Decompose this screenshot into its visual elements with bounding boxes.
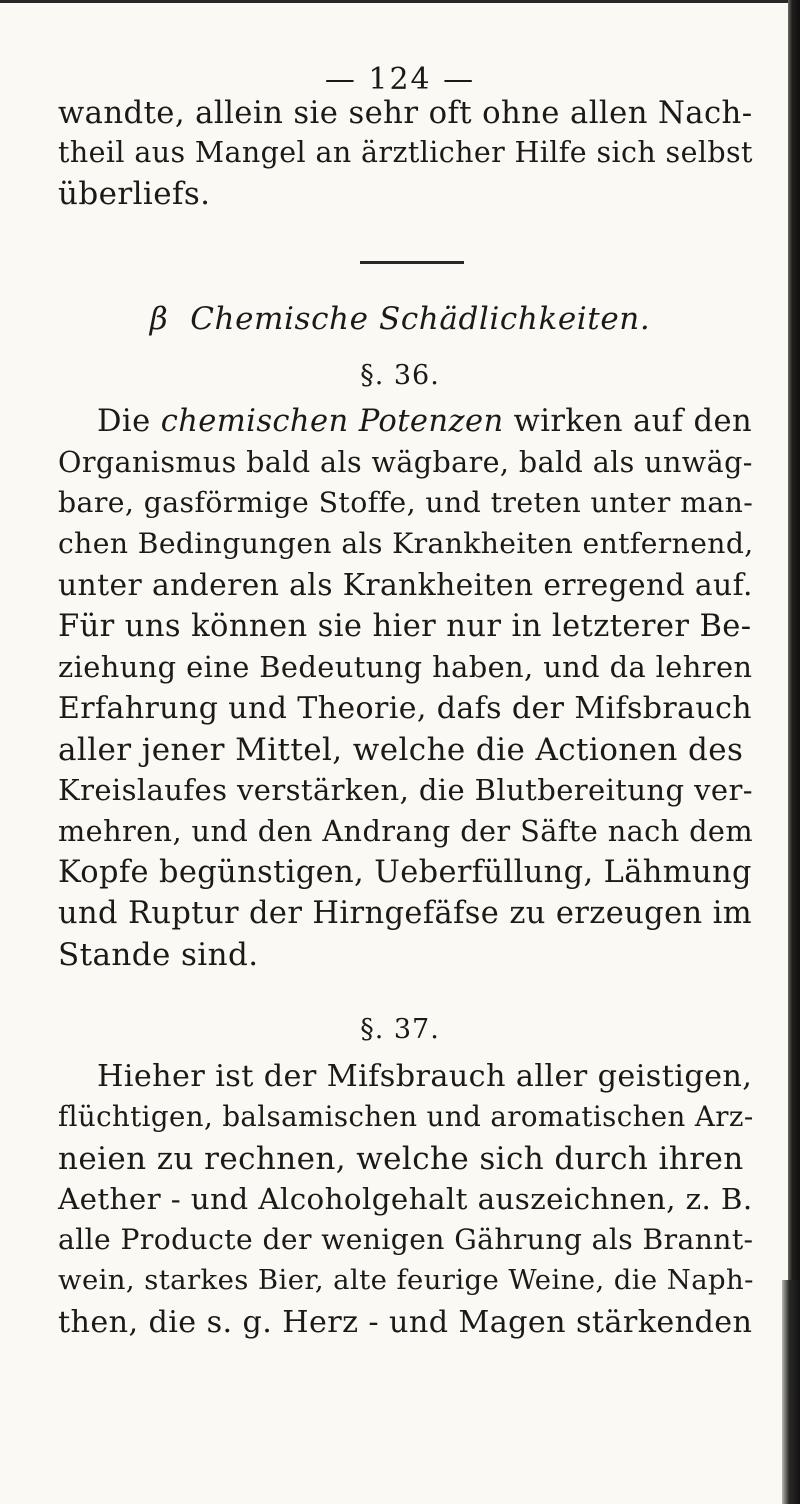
line-rest: wirken auf den	[503, 404, 753, 439]
section-marker: β	[149, 301, 169, 337]
text-line: aller jener Mittel, welche die Actionen des	[58, 732, 744, 768]
section-heading	[0, 301, 800, 337]
text-line	[97, 404, 752, 439]
text-line: Kopfe begünstigen, Ueberfüllung, Lähmung	[58, 855, 752, 890]
text-line: Für uns können sie hier nur in letzterer Be-	[58, 609, 752, 644]
text-line: then, die s. g. Herz - und Magen stärkenden	[58, 1305, 753, 1340]
page-binding-shadow-lower	[782, 1280, 800, 1504]
paragraph-number-37: §. 37.	[360, 1014, 440, 1045]
text-line: chen Bedingungen als Krankheiten entfernend,	[58, 527, 754, 560]
text-line: Hieher ist der Mifsbrauch aller geistigen,	[97, 1059, 753, 1094]
text-line: bare, gasförmige Stoffe, und treten unter man-	[58, 486, 754, 519]
text-line: mehren, und den Andrang der Säfte nach dem	[58, 814, 753, 848]
text-line: und Ruptur der Hirngefäfse zu erzeugen im	[58, 896, 753, 931]
section-divider	[360, 261, 464, 264]
text-line: Stande sind.	[58, 937, 259, 973]
text-line: Erfahrung und Theorie, dafs der Mifsbrauch	[58, 691, 753, 726]
page-number: — 124 —	[324, 62, 476, 97]
text-line: neien zu rechnen, welche sich durch ihren	[58, 1141, 744, 1177]
page-binding-shadow	[788, 0, 800, 1504]
text-line: theil aus Mangel an ärztlicher Hilfe sich selbst	[58, 136, 753, 169]
text-line: Kreislaufes verstärken, die Blutbereitung ver-	[58, 773, 753, 807]
text-line: alle Producte der wenigen Gährung als Brannt-	[58, 1223, 754, 1256]
line-lead: Die	[97, 404, 161, 439]
text-line: flüchtigen, balsamischen und aromatischen Arz-	[58, 1100, 754, 1133]
text-line: wandte, allein sie sehr oft ohne allen Nach-	[58, 96, 753, 131]
text-line: wein, starkes Bier, alte feurige Weine, die Naph-	[58, 1264, 754, 1296]
text-line: Aether - und Alcoholgehalt auszeichnen, z. B.	[58, 1182, 753, 1216]
text-line: unter anderen als Krankheiten erregend auf.	[58, 568, 753, 603]
section-title: Chemische Schädlichkeiten.	[190, 301, 651, 337]
text-line: ziehung eine Bedeutung haben, und da lehren	[58, 650, 753, 684]
paragraph-number-36: §. 36.	[360, 360, 440, 391]
emphasized-term: chemischen Potenzen	[160, 404, 504, 439]
text-line: überliefs.	[58, 176, 211, 212]
text-line: Organismus bald als wägbare, bald als unwäg-	[58, 445, 753, 479]
top-edge-rule	[0, 0, 800, 3]
